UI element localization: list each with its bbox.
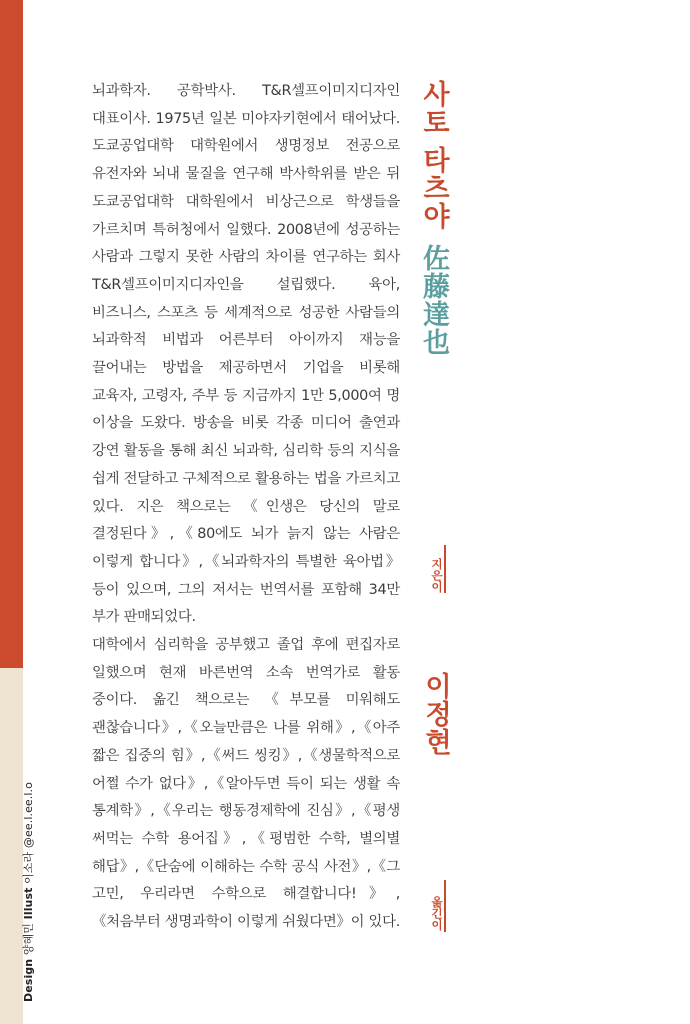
author-bio: 뇌과학자. 공학박사. T&R셀프이미지디자인 대표이사. 1975년 일본 미야자키현에서 태어났다. 도쿄공업대학 대학원에서 생명정보 전공으로 유전자와 뇌내 물질을 연구해 박사학위를 받은 뒤 도쿄공업대학 대학원에서 비상근으로 학생들을 가르치며 특허청에서 일했다. 2008년에 성공하는 사람과 그렇지 못한 사람의 차이를 연구하는 회사 T&R셀프이미지디자인을 설립했다. 육아, 비즈니스, 스포츠 등 세계적으로 성공한 사람들의 뇌과학적 비법과 어른부터 아이까지 재능을 끌어내는 방법을 제공하면서 기업을 비롯해 교육자, 고령자, 주부 등 지금까지 1만 5,000여 명 이상을 도왔다. 방송을 비롯 각종 미디어 출연과 강연 활동을 통해 최신 뇌과학, 심리학 등의 지식을 쉽게 전달하고 구체적으로 활용하는 법을 가르치고 있다. 지은 책으로는 《인생은 당신의 말로 결정된다》,《80에도 뇌가 늙지 않는 사람은 이렇게 합니다》,《뇌과학자의 특별한 육아법》 등이 있으며, 그의 저서는 번역서를 포함해 34만 부가 판매되었다. xyxy=(92,83,400,626)
design-label: Design xyxy=(22,958,35,1002)
translator-bio: 대학에서 심리학을 공부했고 졸업 후에 편집자로 일했으며 현재 바른번역 소속 번역가로 활동 중이다. 옮긴 책으로는 《부모를 미워해도 괜찮습니다》,《오늘만큼은 나를 위해》,《아주 짧은 집중의 힘》,《써드 씽킹》,《생물학적으로 어쩔 수가 없다》,《알아두면 득이 되는 생활 속 통계학》,《우리는 행동경제학에 진심》,《평생 써먹는 수학 용어집》,《평범한 수학, 별의별 해답》,《단숨에 이해하는 수학 공식 사전》,《그 고민, 우리라면 수학으로 해결합니다!》,《처음부터 생명과학이 이렇게 쉬웠다면》이 있다. xyxy=(92,637,400,931)
author-name xyxy=(414,80,453,356)
translator-divider xyxy=(444,880,446,932)
author-divider xyxy=(444,545,446,593)
illust-name: 이소라 @ee.l.ee.l.o xyxy=(22,782,35,884)
author-name-original: 佐藤達也 xyxy=(418,244,449,357)
design-credit xyxy=(20,782,36,1002)
design-name: 양혜민 xyxy=(22,922,35,956)
left-color-band-red xyxy=(0,0,23,668)
translator-role-label: 옮긴이 xyxy=(430,896,444,931)
translator-name: 이정현 xyxy=(420,672,451,756)
illust-label: Illust xyxy=(22,887,35,920)
author-role-label: 지은이 xyxy=(430,558,444,593)
author-name-korean: 사토 타츠야 xyxy=(418,80,449,231)
